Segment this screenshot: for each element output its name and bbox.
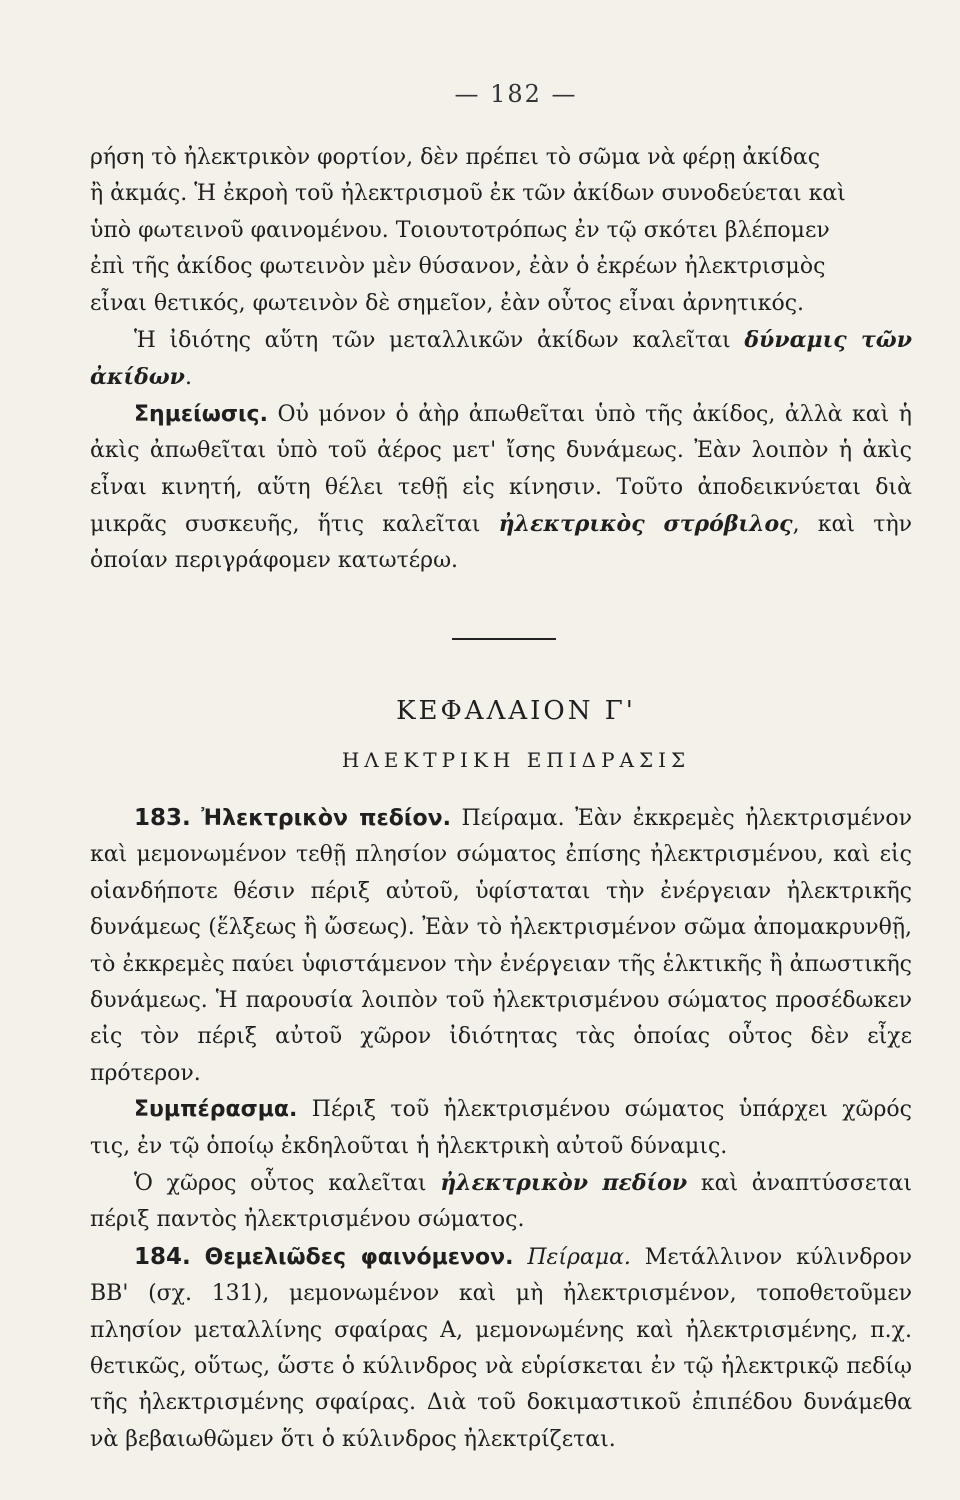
- section-184: [90, 1239, 912, 1458]
- paragraph-point-discharge: [90, 140, 912, 322]
- section-text: Ἐὰν ἐκκρεμὲς ἠλεκτρισμένον καὶ μεμονωμένον τεθῇ πλησίον σώματος ἐπίσης ἠλεκτρισμένου, καὶ εἰς οἱανδήποτε θέσιν πέριξ αὐτοῦ, ὑφίσταται τὴν ἐνέργειαν ἠλεκτρικῆς δυνάμεως (ἕλξεως ἢ ὤσεως). Ἐὰν τὸ ἠλεκτρισμένον σῶμα ἀπομακρυνθῇ, τὸ ἐκκρεμὲς παύει ὑφιστάμενον τὴν ἐνέργειαν τῆς ἑλκτικῆς ἢ ἀπωστικῆς δυνάμεως. Ἡ παρουσία λοιπὸν τοῦ ἠλεκτρισμένου σώματος προσέδωκεν εἰς τὸν πέριξ αὐτοῦ χῶρον ἰδιότητας τὰς ὁποίας οὗτος δὲν εἶχε πρότερον.: [90, 805, 912, 1086]
- chapter-subtitle: ΗΛΕΚΤΡΙΚΗ ΕΠΙΔΡΑΣΙΣ: [341, 747, 691, 772]
- paragraph-electric-field: [90, 1165, 912, 1239]
- chapter-heading: ΚΕΦΑΛΑΙΟΝ Γ': [396, 695, 636, 726]
- paragraph-text: Ὁ χῶρος οὗτος καλεῖται: [134, 1170, 427, 1196]
- paragraph-text: Οὐ μόνον ὁ ἀὴρ ἀπωθεῖται ὑπὸ τῆς ἀκίδος, ἀλλὰ καὶ ἡ ἀκὶς ἀπωθεῖται ὑπὸ τοῦ ἀέρος μετ' ἴσης δυνάμεως. Ἐὰν λοιπὸν ἡ ἀκὶς εἶναι κινητή, αὕτη θέλει τεθῇ εἰς κίνησιν. Τοῦτο ἀποδεικνύεται διὰ μικρᾶς συσκευῆς, ἥτις καλεῖται: [90, 401, 912, 538]
- key-term: δύναμις τῶν ἀκίδων: [90, 327, 913, 391]
- text-line: ρήση τὸ ἠλεκτρικὸν φορτίον, δὲν πρέπει τὸ σῶμα νὰ φέρῃ ἀκίδας: [90, 145, 821, 170]
- section-title: Ἠλεκτρικὸν πεδίον.: [201, 805, 451, 831]
- section-title: Θεμελιῶδες φαινόμενον.: [204, 1244, 514, 1270]
- paragraph-text: Ἡ ἰδιότης αὕτη τῶν μεταλλικῶν ἀκίδων καλεῖται: [134, 328, 731, 354]
- key-term: ἠλεκτρικὸς στρόβιλος: [498, 511, 793, 538]
- paragraph-note: [90, 397, 912, 580]
- page-number: — 182 —: [454, 80, 578, 108]
- paragraph-end: .: [184, 365, 192, 391]
- text-line: ἐπὶ τῆς ἀκίδος φωτεινὸν μὲν θύσανον, ἐὰν ὁ ἐκρέων ἠλεκτρισμὸς: [90, 254, 826, 280]
- text-line: ἢ ἀκμάς. Ἡ ἐκροὴ τοῦ ἠλεκτρισμοῦ ἐκ τῶν ἀκίδων συνοδεύεται καὶ: [90, 181, 846, 207]
- paragraph-end: καὶ ἀναπτύσσεται πέριξ παντὸς ἠλεκτρισμένου σώματος.: [90, 1170, 912, 1233]
- section-183: [90, 800, 912, 1092]
- section-divider: [452, 638, 556, 640]
- experiment-label: Πείραμα.: [461, 805, 565, 831]
- experiment-label: Πείραμα.: [527, 1244, 631, 1270]
- section-text: Μετάλλινον κύλινδρον ΒΒ' (σχ. 131), μεμονωμένον καὶ μὴ ἠλεκτρισμένον, τοποθετοῦμεν πλησίον μεταλλίνης σφαίρας Α, μεμονωμένης καὶ ἠλεκτρισμένης, π.χ. θετικῶς, οὕτως, ὥστε ὁ κύλινδρος νὰ εὑρίσκεται ἐν τῷ ἠλεκτρικῷ πεδίῳ τῆς ἠλεκτρισμένης σφαίρας. Διὰ τοῦ δοκιμαστικοῦ ἐπιπέδου δυνάμεθα νὰ βεβαιωθῶμεν ὅτι ὁ κύλινδρος ἠλεκτρίζεται.: [90, 1244, 913, 1452]
- paragraph-conclusion: [90, 1092, 912, 1165]
- text-line: ὑπὸ φωτεινοῦ φαινομένου. Τοιουτοτρόπως ἐν τῷ σκότει βλέπομεν: [90, 217, 830, 243]
- paragraph-text: Πέριξ τοῦ ἠλεκτρισμένου σώματος ὑπάρχει χῶρός τις, ἐν τῷ ὁποίῳ ἐκδηλοῦται ἡ ἠλεκτρικὴ αὐτοῦ δύναμις.: [90, 1097, 912, 1159]
- key-term: ἠλεκτρικὸν πεδίον: [440, 1169, 688, 1196]
- text-line: εἶναι θετικός, φωτεινὸν δὲ σημεῖον, ἐὰν οὗτος εἶναι ἀρνητικός.: [90, 290, 805, 316]
- note-label: Σημείωσις.: [134, 401, 268, 427]
- section-number: 183.: [134, 804, 191, 831]
- paragraph-end: , καὶ τὴν ὁποίαν περιγράφομεν κατωτέρω.: [90, 512, 912, 574]
- section-number: 184.: [134, 1243, 191, 1270]
- conclusion-label: Συμπέρασμα.: [134, 1097, 298, 1123]
- paragraph-power-of-points: [90, 322, 912, 397]
